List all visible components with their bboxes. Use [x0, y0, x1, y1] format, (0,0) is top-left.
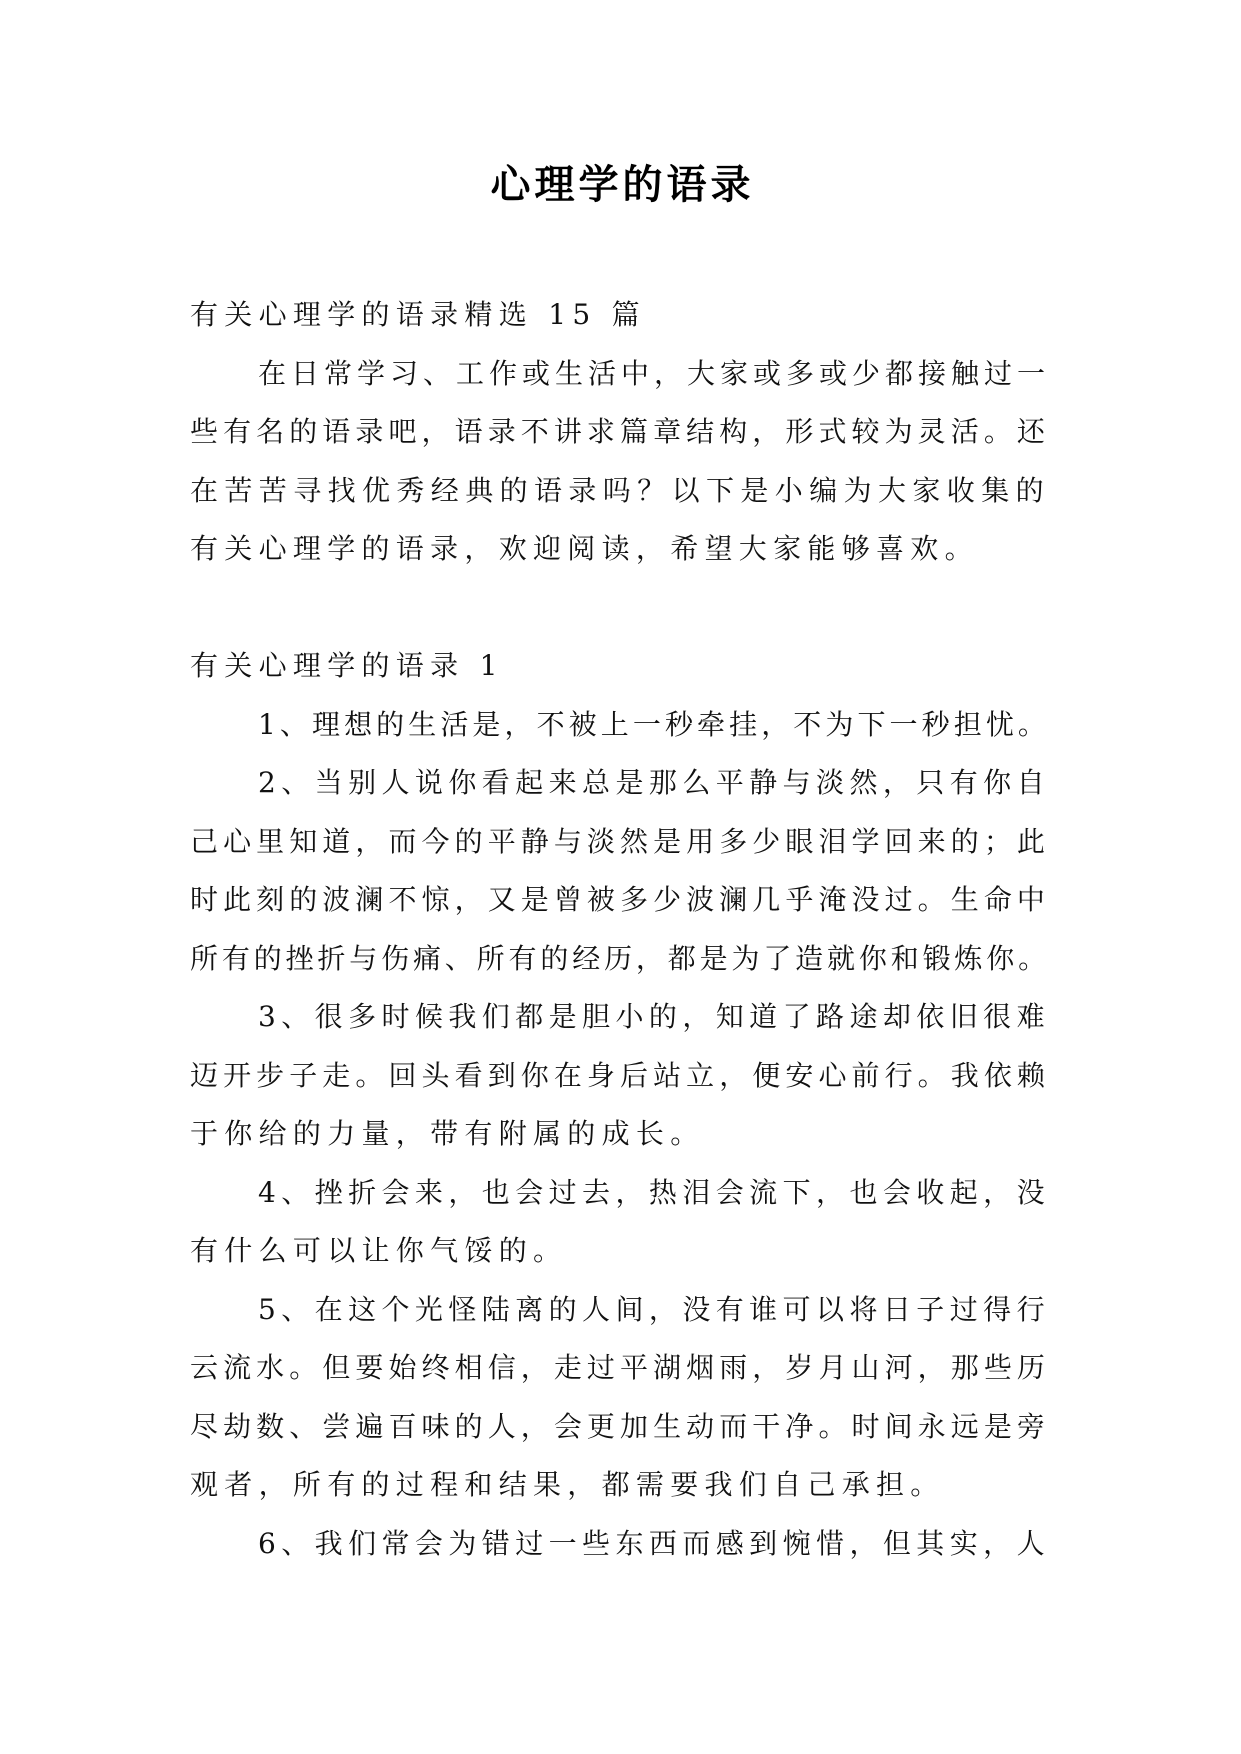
- section-heading: 有关心理学的语录 1: [190, 649, 504, 682]
- quote-line: 云流水。但要始终相信，走过平湖烟雨，岁月山河，那些历: [190, 1351, 1050, 1384]
- quote-line: 6、我们常会为错过一些东西而感到惋惜，但其实，人: [258, 1526, 1050, 1560]
- quote-line: 2、当别人说你看起来总是那么平静与淡然，只有你自: [258, 766, 1050, 799]
- document-body: [190, 286, 1050, 1573]
- intro-line: 些有名的语录吧，语录不讲求篇章结构，形式较为灵活。还: [190, 415, 1050, 448]
- quote-line: 3、很多时候我们都是胆小的，知道了路途却依旧很难: [258, 1000, 1050, 1033]
- intro-line: 在苦苦寻找优秀经典的语录吗？以下是小编为大家收集的: [190, 473, 1050, 507]
- intro-line: 在日常学习、工作或生活中，大家或多或少都接触过一: [258, 356, 1050, 390]
- blank-line: [190, 579, 1050, 638]
- quote-line: 观者，所有的过程和结果，都需要我们自己承担。: [190, 1468, 945, 1501]
- quote-line: 时此刻的波澜不惊，又是曾被多少波澜几乎淹没过。生命中: [190, 883, 1050, 916]
- quote-line: 尽劫数、尝遍百味的人，会更加生动而干净。时间永远是旁: [190, 1409, 1050, 1443]
- quote-line: 于你给的力量，带有附属的成长。: [190, 1117, 705, 1150]
- page-title: 心理学的语录: [490, 161, 755, 208]
- quote-line: 有什么可以让你气馁的。: [190, 1234, 568, 1267]
- quote-line: 迈开步子走。回头看到你在身后站立，便安心前行。我依赖: [190, 1058, 1050, 1092]
- quote-line: 4、挫折会来，也会过去，热泪会流下，也会收起，没: [258, 1175, 1050, 1209]
- intro-line: 有关心理学的语录，欢迎阅读，希望大家能够喜欢。: [190, 532, 979, 565]
- quote-line: 己心里知道，而今的平静与淡然是用多少眼泪学回来的；此: [190, 824, 1050, 858]
- quote-line: 5、在这个光怪陆离的人间，没有谁可以将日子过得行: [258, 1292, 1050, 1326]
- quote-line: 所有的挫折与伤痛、所有的经历，都是为了造就你和锻炼你。: [190, 941, 1050, 975]
- quote-line: 1、理想的生活是，不被上一秒牵挂，不为下一秒担忧。: [258, 707, 1050, 741]
- subtitle: 有关心理学的语录精选 15 篇: [190, 298, 646, 331]
